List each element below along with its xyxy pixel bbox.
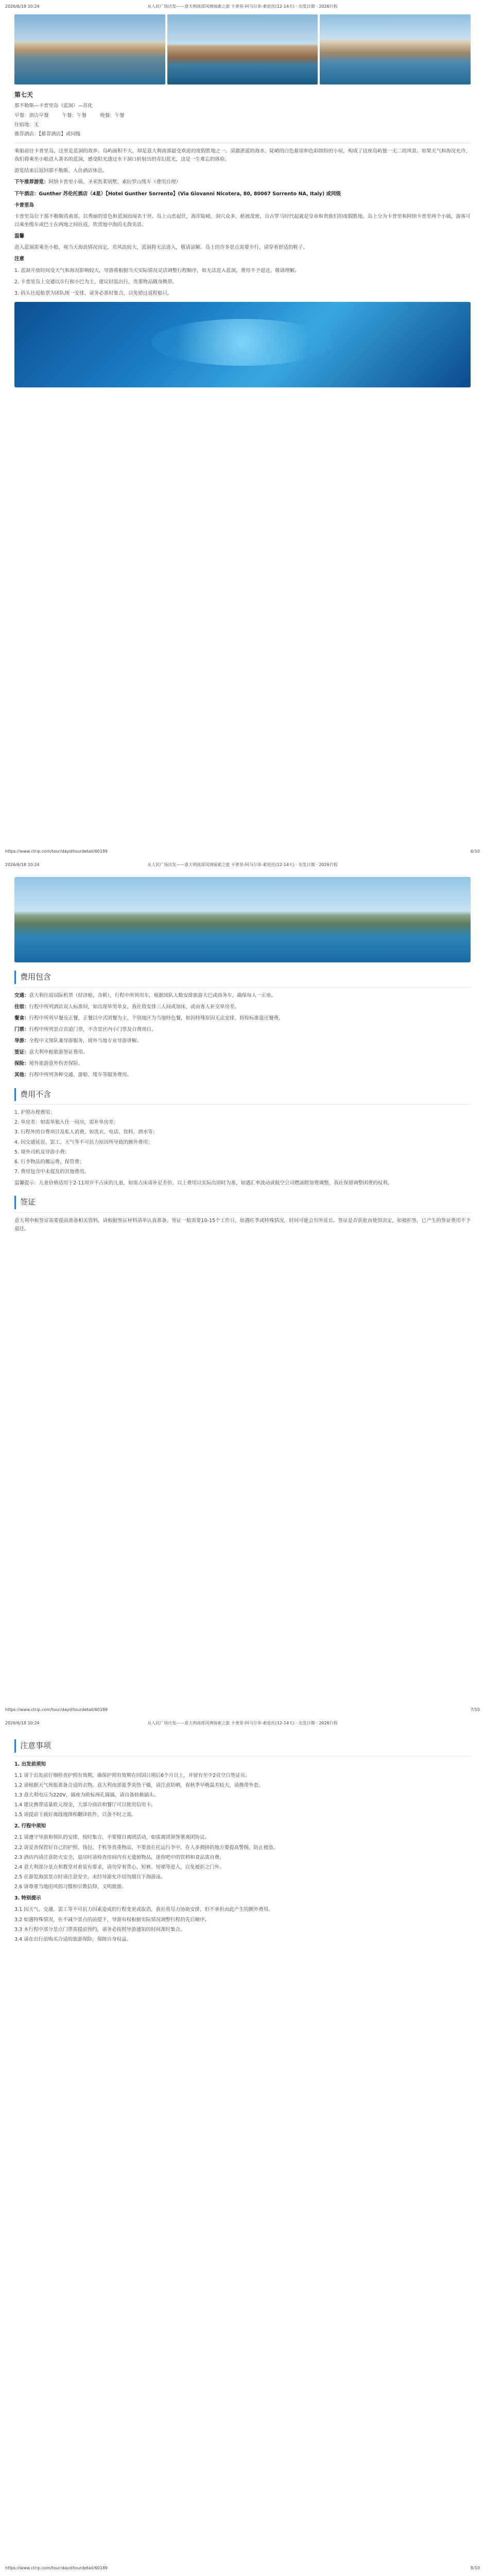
day7-note-heading: 注意 [14, 256, 25, 262]
capri-photo[interactable] [14, 877, 471, 962]
fee-include-meals: 餐食：行程中所列早餐及正餐，正餐以中式团餐为主，个别地区为当地特色餐，如因特殊原因无法安排，将按标准退还餐费。 [14, 1015, 284, 1021]
page-content [14, 14, 471, 845]
day7-photo-strip [14, 14, 471, 84]
day7-note-1: 1. 蓝洞开放时间受天气和海况影响较大，导游将根据当天实际情况灵活调整行程顺序，如无法进入蓝洞，费用不予退还，敬请理解。 [14, 267, 300, 274]
notes-line: 2.4 意大利部分景点和教堂对着装有要求，请勿穿着背心、短裤、短裙等进入，以免被拒之门外。 [14, 1864, 224, 1870]
notes-line: 2.6 请尊重当地的风俗习惯和宗教信仰，文明旅游。 [14, 1884, 127, 1890]
print-timestamp: 2026/6/18 10:24 [5, 1721, 40, 1725]
print-timestamp: 2026/6/18 10:24 [5, 862, 40, 867]
page-footer [5, 1706, 480, 1714]
fee-include-other: 其他：行程中所列各种交通、游船、缆车等服务费用。 [14, 1072, 132, 1078]
photo-coast-2[interactable] [167, 14, 318, 84]
fee-exclude-item: 3. 行程外的自费项目及私人消费，如洗衣、电话、饮料、酒水等； [14, 1129, 158, 1136]
meal-lunch: 午餐：午餐 [62, 112, 87, 118]
fee-include-title: 费用包含 [14, 971, 471, 984]
day7-tips-heading: 温馨 [14, 233, 25, 240]
notes-title: 注意事项 [14, 1739, 471, 1753]
print-url[interactable]: https://www.ctrip.com/tour/dayd/tourdetail/60189 [5, 849, 108, 854]
print-timestamp: 2026/6/18 10:24 [5, 4, 40, 9]
notes-line: 3.3 本行程中部分景点门票需提前预约，请务必按照导游通知的时间准时集合。 [14, 1926, 185, 1933]
page-number: 7/10 [471, 1707, 480, 1712]
day7-title: 第七天 [14, 91, 33, 98]
page-footer [5, 2565, 480, 2572]
fee-include-hotel: 住宿：行程中所列酒店双人标准间，如出现单男单女，我社将安排三人间或加床，或由客人补交单房差。 [14, 1004, 240, 1010]
notes-line: 2.3 酒店内请注意防火安全，退房时请检查房间内有无遗留物品，迷你吧中的饮料和食品需自费。 [14, 1854, 224, 1860]
notes-line: 3.1 因天气、交通、罢工等不可抗力因素造成的行程变更或取消，我社将尽力协助安排，但不承担由此产生的额外费用。 [14, 1907, 273, 1913]
day7-recommend: 下午推荐游览：阿纳卡普里小镇、圣米凯莱别墅、索拉罗山缆车（费用自理） [14, 179, 181, 185]
fee-exclude-item: 4. 因交通延误、罢工、天气等不可抗力原因所导致的额外费用； [14, 1139, 153, 1145]
day7-hotel-line: 住宿地：无 [14, 122, 39, 128]
print-page-2 [0, 858, 485, 1717]
notes-group-heading: 2. 行程中须知 [14, 1823, 46, 1829]
print-page-3 [0, 1717, 485, 2575]
fee-include-tickets: 门票：行程中所列景点首道门票，不含景区内小门票及自费项目。 [14, 1026, 157, 1032]
fee-exclude-tip: 温馨提示：儿童价格适用于2-11周岁不占床的儿童，如需占床请补足差价。以上费用以实际出团时为准，如遇汇率波动或航空公司燃油附加费调整，我社保留调整团费的权利。 [14, 1180, 393, 1187]
fee-exclude-item: 6. 行李物品的搬运费、保管费； [14, 1159, 84, 1165]
meal-dinner: 晚餐：午餐 [100, 112, 125, 118]
notes-line: 1.5 请提前下载好离线地图和翻译软件，以备不时之需。 [14, 1812, 136, 1818]
meal-breakfast: 早餐：酒店早餐 [14, 112, 49, 118]
print-doc-title: 从人民广场出发——意大利南部风情探索之旅 卡普里-阿马尔菲-索伦托(12-14天) · 出发日期 · 2026行程 [147, 862, 338, 867]
notes-group-heading: 1. 出发前须知 [14, 1761, 46, 1767]
notes-line: 3.4 请在出行前购买合适的旅游保险，保障自身权益。 [14, 1936, 132, 1942]
notes-line: 3.2 如遇特殊情况，在不减少景点的前提下，导游有权根据实际情况调整行程的先后顺序。 [14, 1917, 210, 1923]
page-header [5, 861, 480, 869]
day7-attraction-heading: 卡普里岛 [14, 202, 34, 208]
day7-meals [14, 112, 471, 120]
print-url[interactable]: https://www.ctrip.com/tour/dayd/tourdetail/60189 [5, 1707, 108, 1712]
fee-exclude-item: 1. 护照办理费用； [14, 1110, 55, 1116]
print-page-1 [0, 0, 485, 858]
fee-exclude-item: 7. 费用包含中未提及的其他费用。 [14, 1168, 90, 1175]
notes-line: 2.1 请遵守导游和领队的安排，按时集合，不要擅自离团活动，如需离团须签署离团协议。 [14, 1835, 210, 1841]
page-header [5, 3, 480, 10]
day7-stay-line: 推荐酒店：【推荐酒店】或同级 [14, 131, 81, 137]
fee-exclude-item: 5. 境外司机及导游小费； [14, 1149, 70, 1155]
fee-exclude-item: 2. 单房差：如需单独入住一间房，需补单房差； [14, 1120, 119, 1126]
notes-line: 1.4 建议携带适量欧元现金，大部分商店和餐厅可以使用信用卡。 [14, 1802, 156, 1808]
visa-text: 意大利申根签证需要提前准备相关资料，请根据签证材料清单认真准备。签证一般需要10-15个工作日，如遇旺季或特殊情况，时间可能会有所延长。签证是否获批由使馆决定，如被拒签，已产生的签证费用不予退还。 [14, 1217, 471, 1232]
notes-line: 1.1 请于出发前仔细检查护照有效期，确保护照有效期在回国日期后6个月以上，并留有至少2页空白签证页。 [14, 1772, 250, 1778]
visa-title: 签证 [14, 1196, 471, 1209]
photo-coast-1[interactable] [14, 14, 165, 84]
notes-line: 2.5 在游览海滨景点时请注意安全，未经导游允许切勿擅自下海游泳。 [14, 1874, 166, 1880]
fee-include-transport: 交通：意大利往返国际机票（经济舱，含税），行程中所列用车，根据团队人数安排旅游大巴或商务车，确保每人一正座。 [14, 992, 276, 998]
day7-para2: 游览结束后返回那不勒斯，入住酒店休息。 [14, 168, 108, 174]
page-number: 6/10 [471, 849, 480, 854]
fee-include-insurance: 保险：境外旅游意外伤害保险。 [14, 1061, 83, 1067]
blue-grotto-photo[interactable] [14, 302, 471, 387]
notes-line: 2.2 请妥善保管好自己的护照、钱包、手机等贵重物品，不要放在托运行李中，在人多拥挤的地方要提高警惕，防止被盗。 [14, 1844, 279, 1851]
photo-coast-3[interactable] [320, 14, 471, 84]
page-content [14, 873, 471, 1703]
day7-tips-text: 进入蓝洞需乘坐小船，视当天海浪情况而定，若风浪较大，蓝洞将无法进入，敬请谅解。岛上的许多景点需要步行，请穿着舒适的鞋子。 [14, 245, 308, 251]
day7-route: 那不勒斯—卡普里岛（蓝洞）—苏化 [14, 103, 93, 109]
day7-attraction-text: 卡普里岛位于那不勒斯湾南部，以秀丽的景色和蓝洞而闻名于世。岛上山峦起伏，海岸陡峭，洞穴众多，植被茂密，自古罗马时代起就是皇帝和贵族们的度假胜地。岛上分为卡普里和阿纳卡普里两个小镇，游客可以乘坐缆车或巴士在两地之间往返，欣赏地中海的无敌美景。 [14, 213, 471, 228]
print-doc-title: 从人民广场出发——意大利南部风情探索之旅 卡普里-阿马尔菲-索伦托(12-14天) · 出发日期 · 2026行程 [147, 1721, 338, 1725]
day7-note-2: 2. 卡普里岛上交通以步行和小巴为主，建议轻装出行，贵重物品随身携带。 [14, 279, 178, 285]
notes-line: 1.3 意大利电压为220V，插座为欧标两孔圆插，请自备转换插头。 [14, 1792, 159, 1798]
page-footer [5, 848, 480, 855]
day7-note-3: 3. 码头往返船票为团队统一安排，请务必准时集合，以免错过返程船只。 [14, 290, 172, 296]
day7-hotel-detail: 下午酒店：Gunther 苏伦托酒店（4星）【Hotel Gunther Sorrento】(Via Giovanni Nicotera, 80, 80067 Sorrento NA, Italy) 或同级 [14, 191, 341, 197]
notes-group-heading: 3. 特别提示 [14, 1895, 41, 1902]
fee-exclude-title: 费用不含 [14, 1088, 471, 1101]
page-header [5, 1720, 480, 1727]
print-url[interactable]: https://www.ctrip.com/tour/dayd/tourdetail/60189 [5, 2566, 108, 2570]
page-content [14, 1731, 471, 2562]
print-doc-title: 从人民广场出发——意大利南部风情探索之旅 卡普里-阿马尔菲-索伦托(12-14天) · 出发日期 · 2026行程 [147, 4, 338, 9]
fee-include-guide: 导游：全程中文领队兼导游服务，境外当地专业导游讲解。 [14, 1038, 142, 1044]
notes-line: 1.2 请根据天气预报准备合适的衣物，意大利南部夏季炎热干燥，请注意防晒，春秋季早晚温差较大，请携带外套。 [14, 1782, 264, 1788]
day7-intro: 乘船前往卡普里岛，这里是蓝洞的故乡。岛屿面积不大，却是意大利南部最受欢迎的度假胜地之一。清澈湛蓝的海水、陡峭的白色悬崖和色彩缤纷的小屋，构成了这座岛屿独一无二的风景。如果天气和海况允许，我们将乘坐小船进入著名的蓝洞，感受阳光透过水下洞口折射出的奇幻蓝光，这是一生难忘的体验。 [14, 148, 471, 163]
page-number: 8/10 [471, 2566, 480, 2570]
fee-include-visa: 签证：意大利申根旅游签证费用。 [14, 1049, 88, 1056]
